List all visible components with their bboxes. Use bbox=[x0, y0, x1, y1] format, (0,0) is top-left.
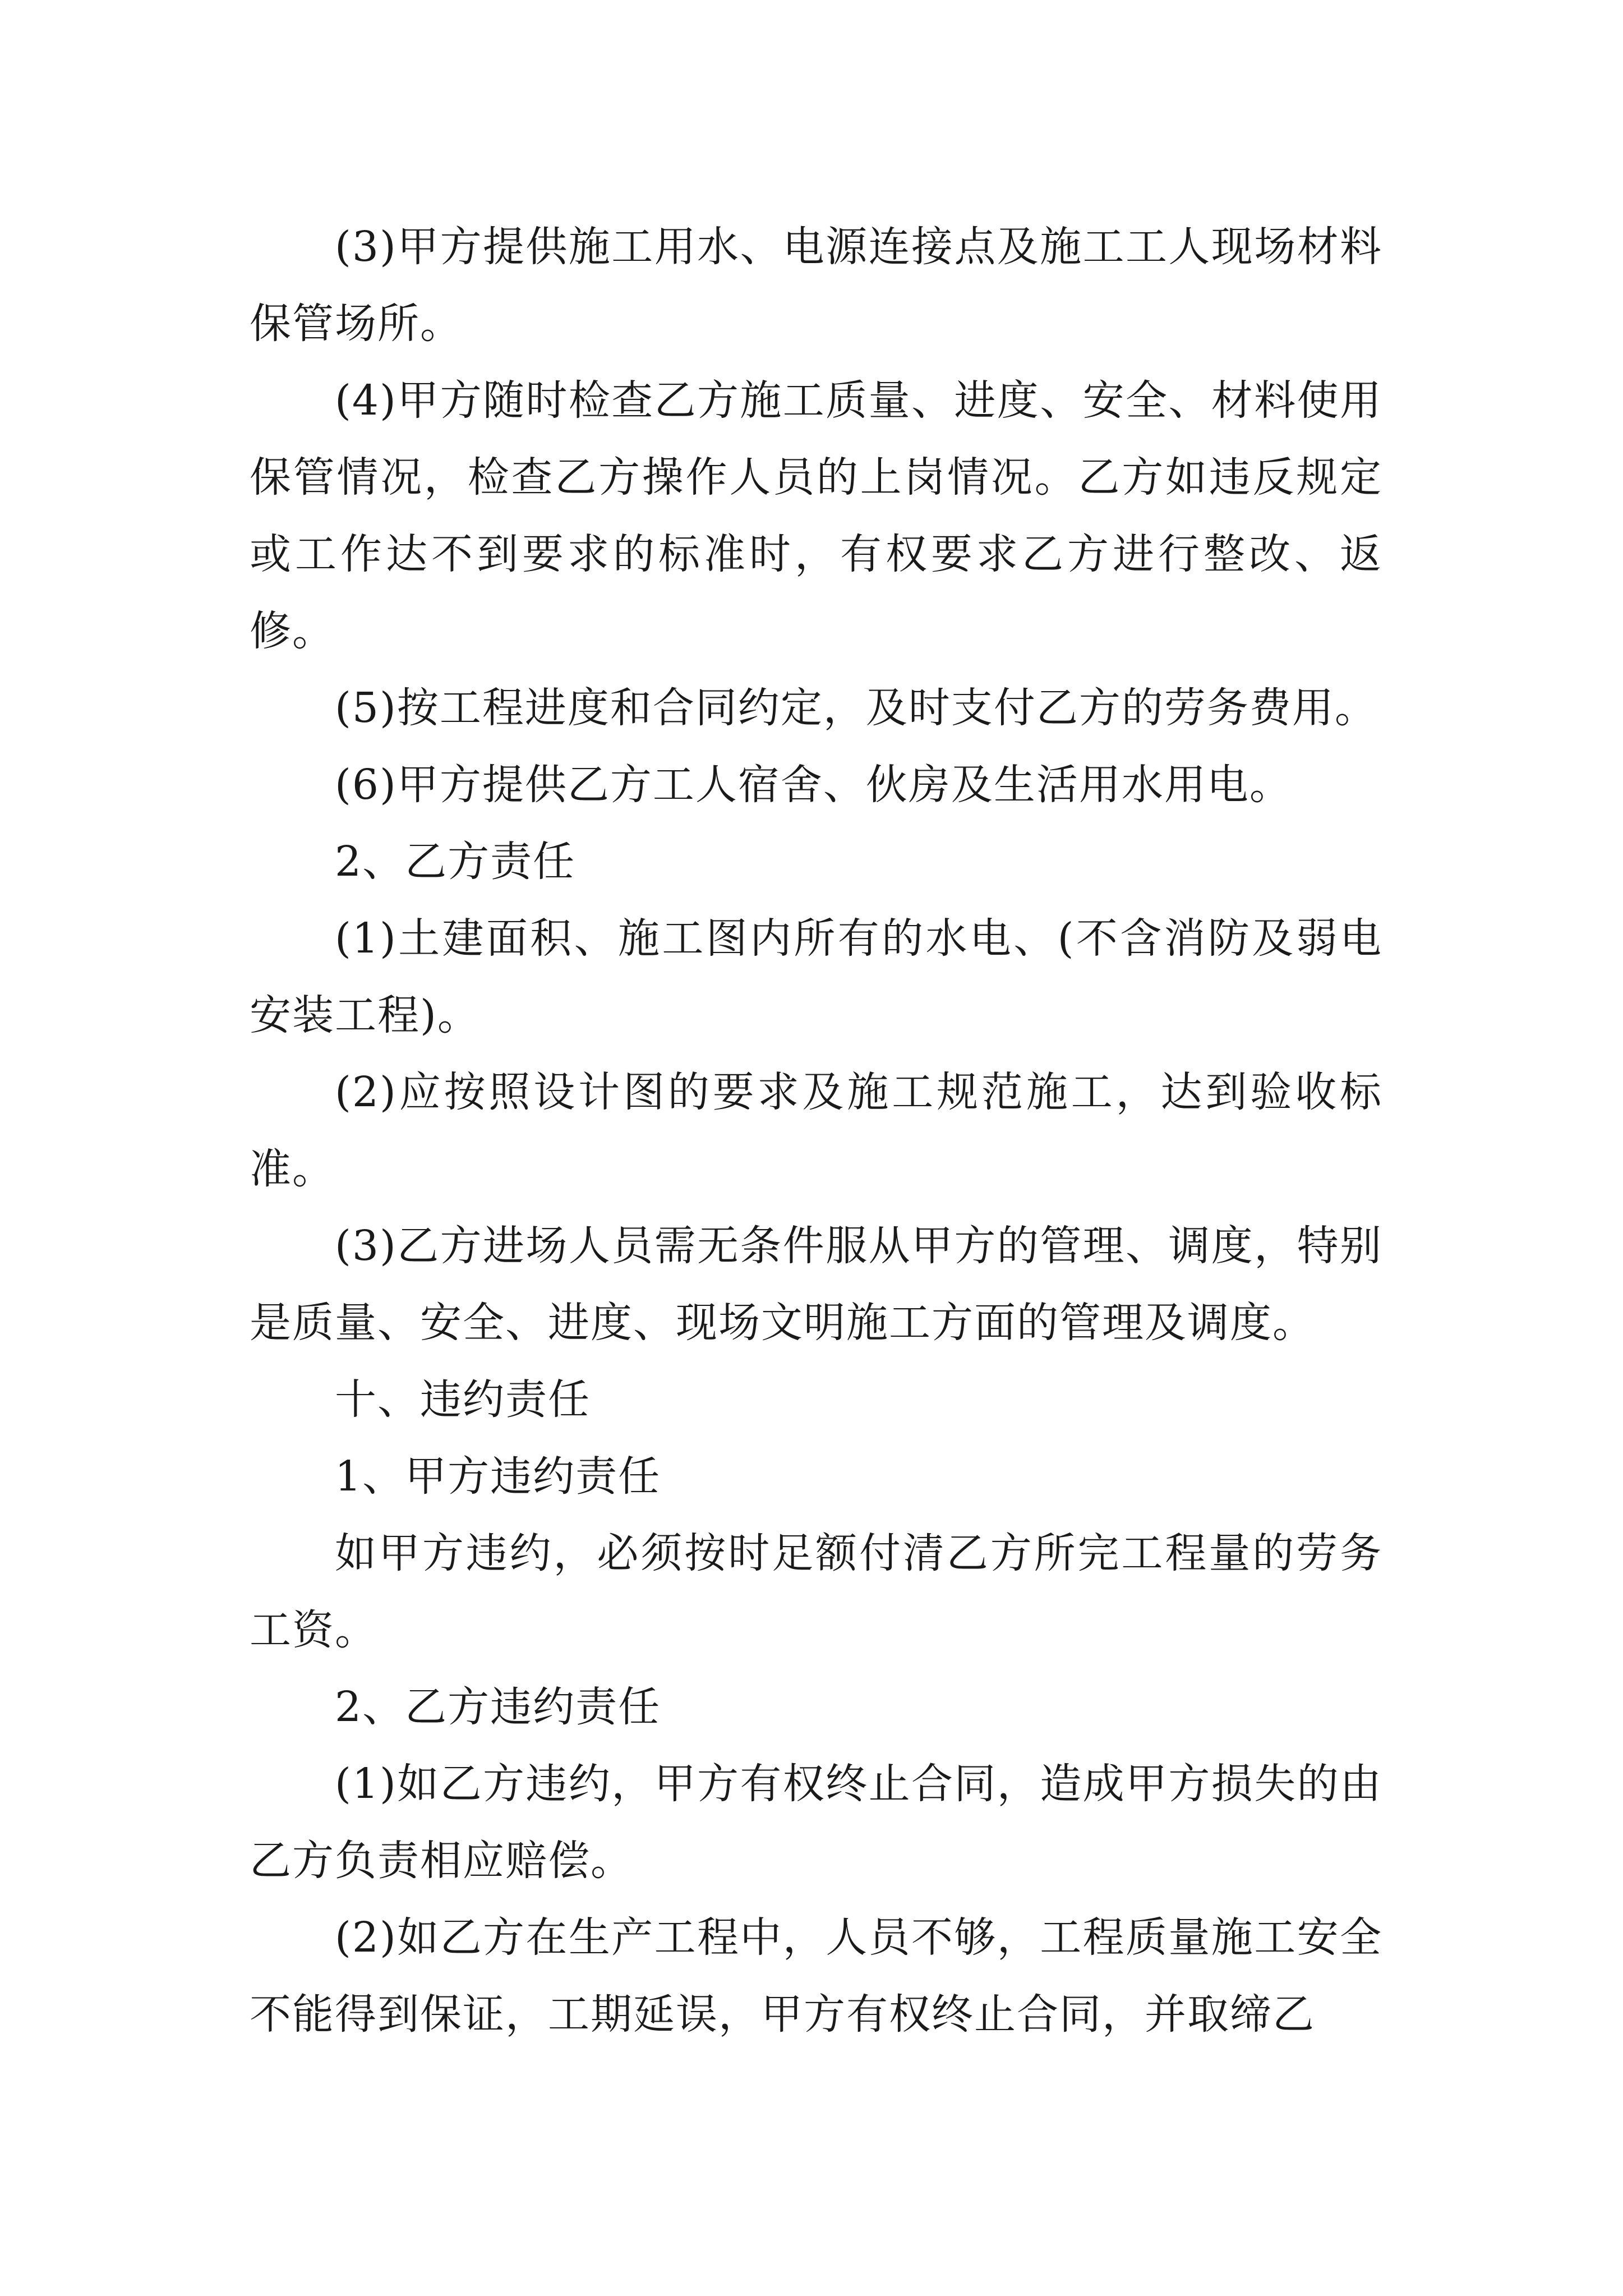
paragraph-yi-obey-management: (3)乙方进场人员需无条件服从甲方的管理、调度，特别是质量、安全、进度、现场文明施工方面的管理及调度。 bbox=[250, 1222, 1382, 1347]
paragraph-jia-provide-dormitory: (6)甲方提供乙方工人宿舍、伙房及生活用水用电。 bbox=[335, 761, 1292, 809]
paragraph-yi-breach-termination: (2)如乙方在生产工程中，人员不够，工程质量施工安全不能得到保证，工期延误，甲方有权终止合同，并取缔乙 bbox=[250, 1913, 1382, 2039]
paragraph-yi-follow-design: (2)应按照设计图的要求及施工规范施工，达到验收标准。 bbox=[250, 1068, 1382, 1193]
heading-yi-breach: 2、乙方违约责任 bbox=[335, 1683, 661, 1731]
paragraph-yi-breach-compensation: (1)如乙方违约，甲方有权终止合同，造成甲方损失的由乙方负责相应赔偿。 bbox=[250, 1760, 1382, 1885]
heading-yi-responsibility: 2、乙方责任 bbox=[335, 838, 576, 886]
heading-breach-liability: 十、违约责任 bbox=[335, 1375, 591, 1424]
paragraph-jia-pay-labor-fee: (5)按工程进度和合同约定，及时支付乙方的劳务费用。 bbox=[335, 684, 1377, 732]
paragraph-jia-breach-payment: 如甲方违约，必须按时足额付清乙方所完工程量的劳务工资。 bbox=[250, 1529, 1382, 1654]
paragraph-yi-scope: (1)土建面积、施工图内所有的水电、(不含消防及弱电安装工程)。 bbox=[250, 914, 1382, 1039]
document-body bbox=[250, 209, 1382, 2053]
heading-jia-breach: 1、甲方违约责任 bbox=[335, 1452, 661, 1501]
paragraph-jia-provide-water-power: (3)甲方提供施工用水、电源连接点及施工工人现场材料保管场所。 bbox=[250, 223, 1382, 348]
paragraph-jia-inspect-quality: (4)甲方随时检查乙方施工质量、进度、安全、材料使用保管情况，检查乙方操作人员的上岗情况。乙方如违反规定或工作达不到要求的标准时，有权要求乙方进行整改、返修。 bbox=[250, 376, 1382, 655]
